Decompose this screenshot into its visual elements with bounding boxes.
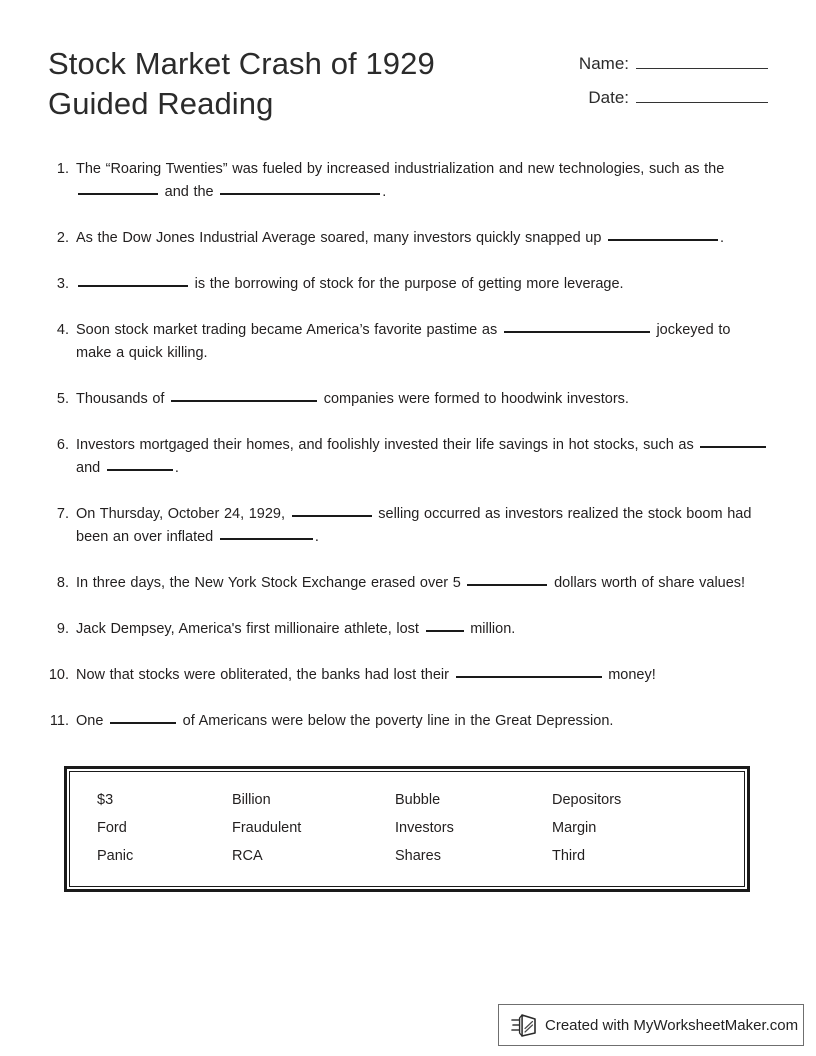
question-text-run: .: [314, 529, 319, 545]
question-text-run: Soon stock market trading became America’s favorite pastime as: [76, 322, 502, 338]
word-bank-word[interactable]: Bubble: [395, 792, 441, 808]
question-text-run: money!: [603, 667, 656, 683]
word-bank-word[interactable]: Billion: [232, 792, 271, 808]
question-text-run: .: [382, 184, 387, 200]
question-text: [76, 710, 770, 733]
answer-blank[interactable]: [78, 272, 188, 287]
question-list: [46, 158, 770, 756]
word-bank-word[interactable]: Investors: [395, 820, 454, 836]
question-text: [76, 227, 770, 250]
word-bank-word[interactable]: Ford: [97, 820, 127, 836]
question-item: [46, 273, 770, 296]
answer-blank[interactable]: [292, 502, 372, 517]
question-text-run: jockeyed to make a quick killing.: [76, 322, 731, 361]
question-number: 5.: [56, 391, 69, 407]
word-bank-word[interactable]: Shares: [395, 848, 441, 864]
word-bank-word[interactable]: Depositors: [552, 792, 622, 808]
name-label: Name:: [578, 54, 629, 73]
question-item: [46, 618, 770, 641]
question-number: 4.: [56, 322, 69, 338]
answer-blank[interactable]: [456, 663, 602, 678]
question-item: [46, 503, 770, 549]
question-text-run: dollars worth of share values!: [549, 575, 746, 591]
question-number: 2.: [56, 230, 69, 246]
question-item: [46, 434, 770, 480]
question-item: [46, 227, 770, 250]
question-text-run: and the: [160, 184, 219, 200]
question-text-run: On Thursday, October 24, 1929,: [76, 506, 290, 522]
question-text-run: In three days, the New York Stock Exchange erased over 5: [76, 575, 466, 591]
answer-blank[interactable]: [700, 433, 766, 448]
answer-blank[interactable]: [608, 226, 718, 241]
answer-blank[interactable]: [220, 180, 380, 195]
answer-blank[interactable]: [426, 617, 464, 632]
question-text-run: Jack Dempsey, America's first millionaire athlete, lost: [76, 621, 424, 637]
question-text: [76, 664, 770, 687]
question-text-run: .: [720, 230, 725, 246]
question-number: 6.: [56, 437, 69, 453]
question-item: [46, 572, 770, 595]
page-title-line-2: Guided Reading: [48, 86, 274, 121]
word-bank-row: [70, 842, 744, 870]
question-text-run: Thousands of: [76, 391, 170, 407]
word-bank-row: [70, 786, 744, 814]
question-text: [76, 572, 770, 595]
question-text-run: As the Dow Jones Industrial Average soared, many investors quickly snapped up: [76, 230, 607, 246]
word-bank-inner: [69, 771, 745, 887]
name-row: [538, 54, 768, 88]
word-bank-word[interactable]: Margin: [552, 820, 597, 836]
question-item: [46, 664, 770, 687]
question-number: 7.: [56, 506, 69, 522]
answer-blank[interactable]: [504, 318, 650, 333]
page-title-line-1: Stock Market Crash of 1929: [48, 46, 435, 81]
answer-blank[interactable]: [220, 525, 313, 540]
question-text-run: million.: [465, 621, 516, 637]
question-text: [76, 434, 770, 480]
question-text-run: Now that stocks were obliterated, the banks had lost their: [76, 667, 454, 683]
question-text: [76, 273, 770, 296]
question-number: 9.: [56, 621, 69, 637]
date-row: [538, 88, 768, 122]
question-number: 3.: [56, 276, 69, 292]
word-bank-word[interactable]: $3: [97, 792, 114, 808]
word-bank-word[interactable]: Panic: [97, 848, 134, 864]
question-text: [76, 158, 770, 204]
answer-blank[interactable]: [78, 180, 158, 195]
name-input[interactable]: [636, 54, 768, 69]
question-number: 8.: [56, 575, 69, 591]
word-bank-word[interactable]: RCA: [232, 848, 263, 864]
answer-blank[interactable]: [110, 709, 176, 724]
question-text-run: companies were formed to hoodwink investors.: [319, 391, 629, 407]
word-bank-row: [70, 814, 744, 842]
question-text: [76, 503, 770, 549]
worksheet-header: [48, 44, 768, 136]
page-title: [48, 44, 548, 124]
question-number: 11.: [49, 713, 69, 729]
word-bank: [64, 766, 750, 892]
question-text: [76, 319, 770, 365]
date-input[interactable]: [636, 88, 768, 103]
flying-page-icon: [511, 1012, 539, 1038]
created-with-badge[interactable]: [498, 1004, 804, 1046]
question-item: [46, 710, 770, 733]
question-text: [76, 618, 770, 641]
question-text: [76, 388, 770, 411]
question-text-run: Investors mortgaged their homes, and foolishly invested their life savings in hot stocks, such as: [76, 437, 699, 453]
answer-blank[interactable]: [107, 456, 173, 471]
answer-blank[interactable]: [171, 387, 317, 402]
badge-label: Created with MyWorksheetMaker.com: [545, 1016, 799, 1034]
word-bank-word[interactable]: Third: [552, 848, 586, 864]
question-item: [46, 388, 770, 411]
question-item: [46, 319, 770, 365]
question-text-run: of Americans were below the poverty line in the Great Depression.: [178, 713, 614, 729]
question-text-run: selling occurred as investors realized the stock boom had been an over inflated: [76, 506, 752, 545]
question-item: [46, 158, 770, 204]
question-text-run: is the borrowing of stock for the purpose of getting more leverage.: [190, 276, 624, 292]
word-bank-word[interactable]: Fraudulent: [232, 820, 302, 836]
question-number: 1.: [56, 161, 69, 177]
date-label: Date:: [588, 88, 629, 107]
question-text-run: and: [76, 460, 105, 476]
question-text-run: One: [76, 713, 109, 729]
question-number: 10.: [48, 667, 69, 683]
answer-blank[interactable]: [467, 571, 547, 586]
question-text-run: .: [174, 460, 179, 476]
question-text-run: The “Roaring Twenties” was fueled by increased industrialization and new technologies, such as the: [76, 161, 725, 177]
name-date-block: [538, 54, 768, 122]
